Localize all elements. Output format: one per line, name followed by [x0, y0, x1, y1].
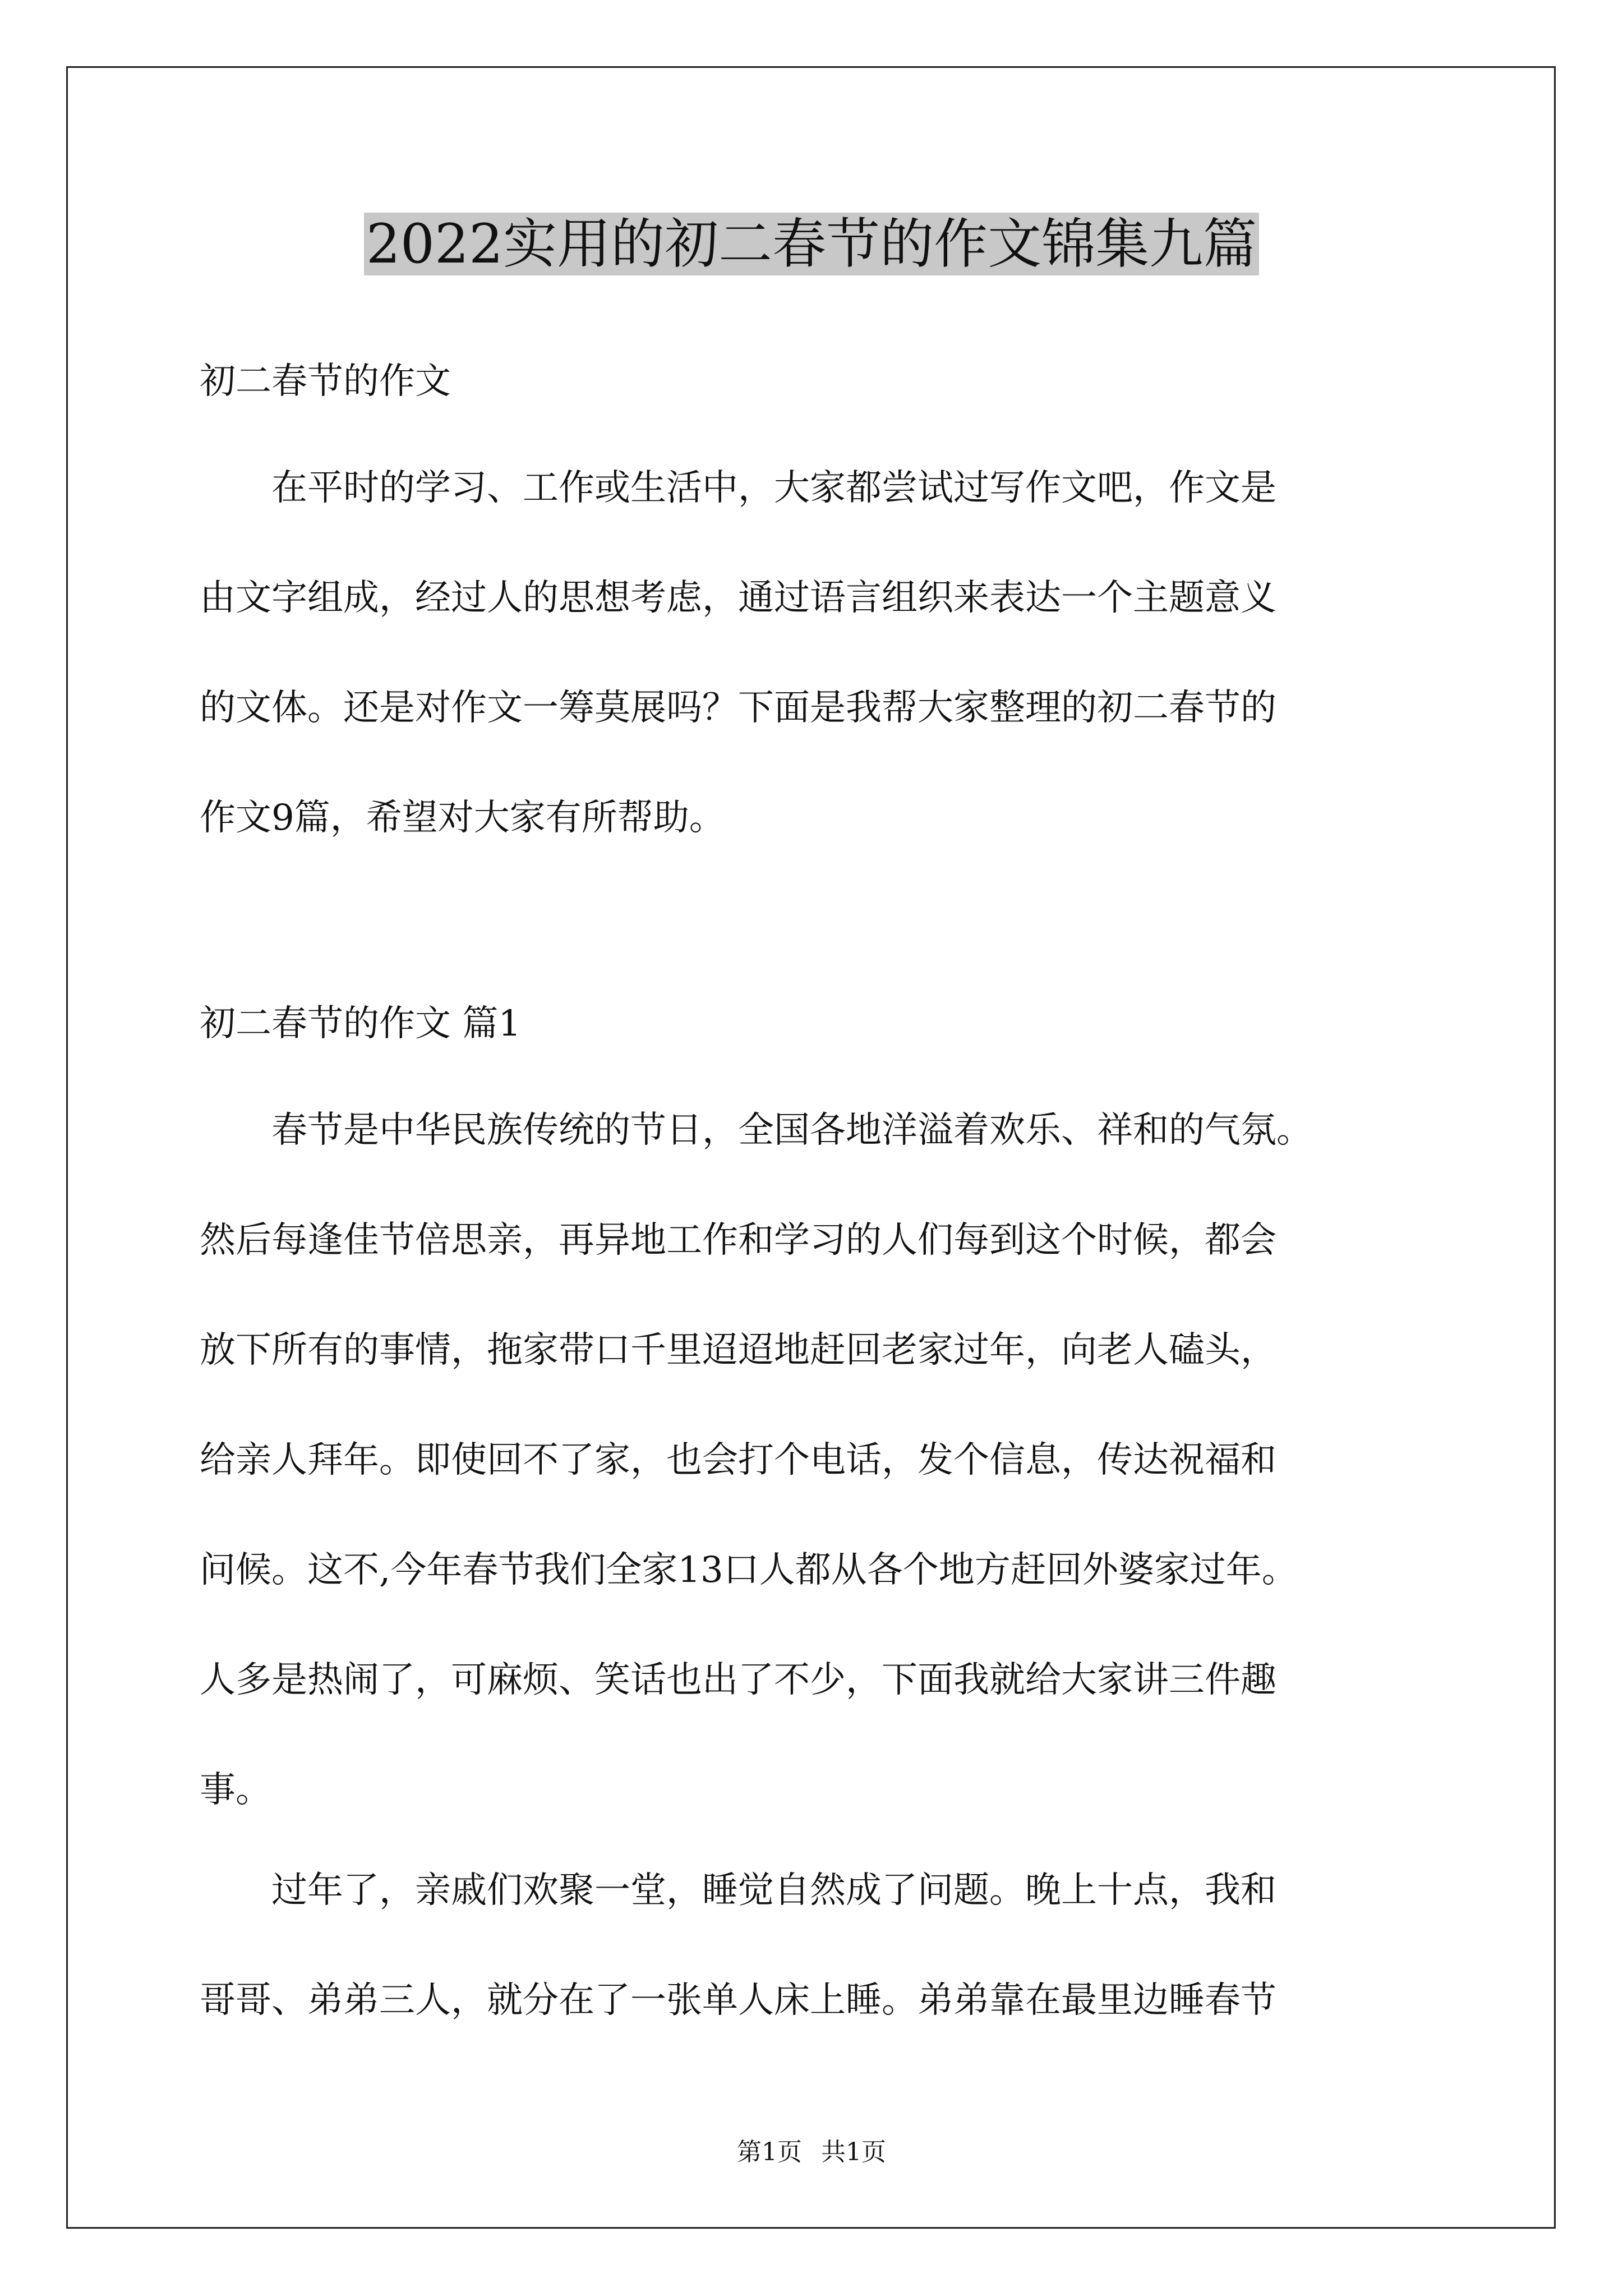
page-number: 第1页 [737, 2138, 802, 2166]
paragraph-line: 放下所有的事情，拖家带口千里迢迢地赶回老家过年，向老人磕头， [200, 1329, 1276, 1371]
paragraph-line: 由文字组成，经过人的思想考虑，通过语言组织来表达一个主题意义 [200, 577, 1276, 619]
paragraph-line: 事。 [200, 1769, 271, 1811]
section1-paragraph1 [200, 1102, 1433, 1872]
page-footer [0, 2136, 1623, 2169]
paragraph-line: 哥哥、弟弟三人，就分在了一张单人床上睡。弟弟靠在最里边睡春节 [200, 1980, 1276, 2021]
page-total: 共1页 [821, 2138, 886, 2166]
intro-paragraph [200, 460, 1433, 900]
paragraph-line: 在平时的学习、工作或生活中，大家都尝试过写作文吧，作文是 [200, 467, 1276, 509]
paragraph-line: 作文9篇，希望对大家有所帮助。 [200, 797, 725, 839]
section1-paragraph2 [200, 1862, 1433, 2082]
paragraph-line: 然后每逢佳节倍思亲，再异地工作和学习的人们每到这个时候，都会 [200, 1220, 1276, 1261]
paragraph-line: 的文体。还是对作文一筹莫展吗？下面是我帮大家整理的初二春节的 [200, 687, 1276, 729]
section-heading: 初二春节的作文 篇1 [200, 1003, 522, 1045]
paragraph-line: 问候。这不,今年春节我们全家13口人都从各个地方赶回外婆家过年。 [200, 1549, 1298, 1591]
intro-heading: 初二春节的作文 [200, 361, 451, 402]
paragraph-line: 过年了，亲戚们欢聚一堂，睡觉自然成了问题。晚上十点，我和 [200, 1870, 1276, 1911]
paragraph-line: 人多是热闹了，可麻烦、笑话也出了不少，下面我就给大家讲三件趣 [200, 1659, 1276, 1701]
paragraph-line: 给亲人拜年。即使回不了家，也会打个电话，发个信息，传达祝福和 [200, 1439, 1276, 1481]
document-title-text: 2022实用的初二春节的作文锦集九篇 [364, 213, 1259, 275]
document-title [0, 205, 1623, 283]
paragraph-line: 春节是中华民族传统的节日，全国各地洋溢着欢乐、祥和的气氛。 [200, 1110, 1312, 1151]
